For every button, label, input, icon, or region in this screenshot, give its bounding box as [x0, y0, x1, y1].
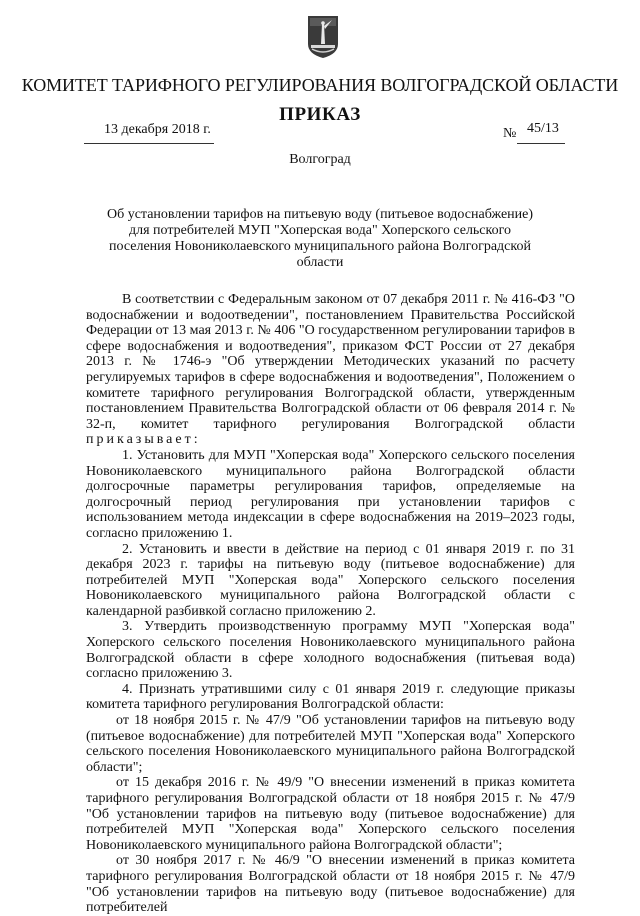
- number-underline: [517, 143, 565, 144]
- order-title: ПРИКАЗ: [279, 104, 361, 125]
- order-date: 13 декабря 2018 г.: [104, 122, 211, 137]
- preamble-text: В соответствии с Федеральным законом от 07 декабря 2011 г. № 416-ФЗ "О водоснабжении и водоотведении", постановлением Правительства Российской Федерации от 13 мая 2013 г. № 406 "О государственном регулировании тарифов в сфере водоснабжения и водоотведения", приказом ФСТ России от 27 декабря 2013 г. № 1746-э "Об утверждении Методических указаний по расчету регулируемых тарифов в сфере водоснабжения и водоотведения", Положением о комитете тарифного регулирования Волгоградской области, утвержденным постановлением Правительства Волгоградской области от 06 февраля 2014 г. № 32-п, комитет тарифного регулирования Волгоградской области: [86, 292, 575, 432]
- date-underline: [84, 143, 214, 144]
- order-body: [86, 292, 575, 916]
- order-number: 45/13: [527, 121, 559, 136]
- order-item-4: 4. Признать утратившими силу с 01 января 2019 г. следующие приказы комитета тарифного регулирования Волгоградской области:: [86, 681, 575, 713]
- order-item-3: 3. Утвердить производственную программу МУП "Хоперская вода" Хоперского сельского поселения Новониколаевского муниципального района Волгоградской области в сфере холодного водоснабжения (питьевая вода) согласно приложению 3.: [86, 619, 575, 682]
- repealed-order-2: от 15 декабря 2016 г. № 49/9 "О внесении изменений в приказ комитета тарифного регулирования Волгоградской области от 18 ноября 2015 г. № 47/9 "Об установлении тарифов на питьевую воду (питьевое водоснабжение) для потребителей МУП "Хоперская вода" Хоперского сельского поселения Новониколаевского муниципального района Волгоградской области";: [86, 775, 575, 853]
- order-item-2: 2. Установить и ввести в действие на период с 01 января 2019 г. по 31 декабря 2023 г. тарифы на питьевую воду (питьевое водоснабжение) для потребителей МУП "Хоперская вода" Хоперского сельского поселения Новониколаевского муниципального района Волгоградской области с календарной разбивкой согласно приложению 2.: [86, 541, 575, 619]
- order-item-1: 1. Установить для МУП "Хоперская вода" Хоперского сельского поселения Новониколаевского муниципального района Волгоградской области долгосрочные параметры регулирования тарифов, определяемые на долгосрочный период регулирования при установлении тарифов с использованием метода индексации в сфере водоснабжения на 2019–2023 годы, согласно приложению 1.: [86, 447, 575, 541]
- repealed-order-3: от 30 ноября 2017 г. № 46/9 "О внесении изменений в приказ комитета тарифного регулирования Волгоградской области от 18 ноября 2015 г. № 47/9 "Об установлении тарифов на питьевую воду (питьевое водоснабжение) для потребителей: [86, 853, 575, 916]
- order-city: Волгоград: [289, 152, 351, 167]
- preamble: [86, 292, 575, 448]
- number-sign: №: [503, 126, 517, 141]
- volgograd-coat-of-arms-icon: [306, 14, 340, 60]
- preamble-verb: приказывает:: [86, 432, 201, 448]
- repealed-order-1: от 18 ноября 2015 г. № 47/9 "Об установлении тарифов на питьевую воду (питьевое водоснабжение) для потребителей МУП "Хоперская вода" Хоперского сельского поселения Новониколаевского муниципального района Волгоградской области";: [86, 713, 575, 775]
- order-subject: Об установлении тарифов на питьевую воду (питьевое водоснабжение) для потребителей МУП "Хоперская вода" Хоперского сельского поселения Новониколаевского муниципального района Волгоградской области: [106, 207, 534, 270]
- committee-name: КОМИТЕТ ТАРИФНОГО РЕГУЛИРОВАНИЯ ВОЛГОГРАДСКОЙ ОБЛАСТИ: [21, 75, 619, 95]
